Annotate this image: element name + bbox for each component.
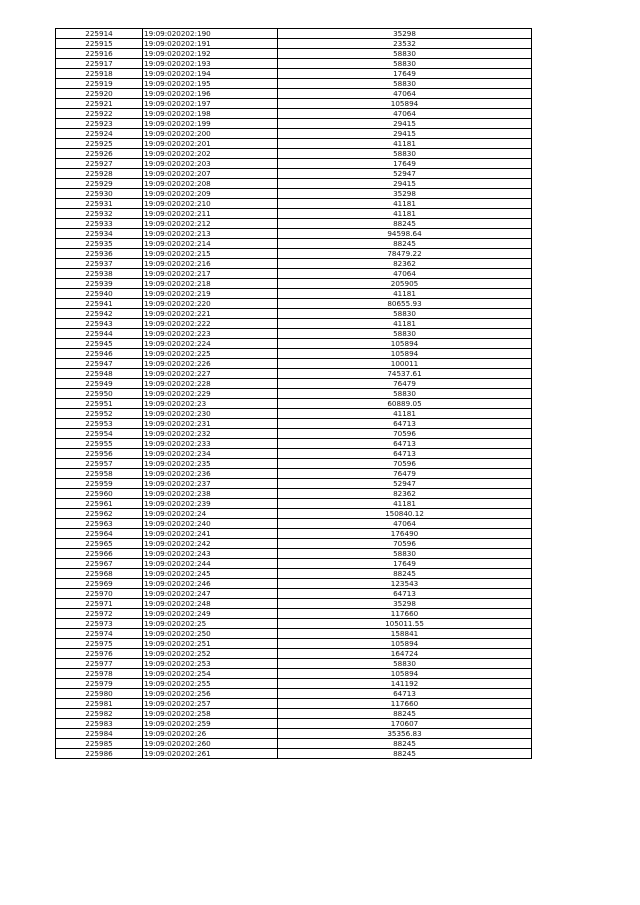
table-row: [56, 409, 532, 419]
record-id-cell: 225960: [56, 489, 143, 499]
table-row: [56, 79, 532, 89]
table-row: [56, 649, 532, 659]
cadastral-number-cell: 19:09:020202:234: [143, 449, 278, 459]
cadastral-number-cell: 19:09:020202:244: [143, 559, 278, 569]
record-id-cell: 225924: [56, 129, 143, 139]
cadastral-number-cell: 19:09:020202:221: [143, 309, 278, 319]
cadastral-number-cell: 19:09:020202:255: [143, 679, 278, 689]
table-row: [56, 679, 532, 689]
cadastral-number-cell: 19:09:020202:196: [143, 89, 278, 99]
record-id-cell: 225921: [56, 99, 143, 109]
amount-cell: 105894: [278, 339, 532, 349]
cadastral-number-cell: 19:09:020202:191: [143, 39, 278, 49]
table-row: [56, 179, 532, 189]
cadastral-number-cell: 19:09:020202:238: [143, 489, 278, 499]
cadastral-number-cell: 19:09:020202:228: [143, 379, 278, 389]
record-id-cell: 225950: [56, 389, 143, 399]
cadastral-number-cell: 19:09:020202:246: [143, 579, 278, 589]
amount-cell: 82362: [278, 489, 532, 499]
cadastral-number-cell: 19:09:020202:192: [143, 49, 278, 59]
record-id-cell: 225962: [56, 509, 143, 519]
table-row: [56, 699, 532, 709]
amount-cell: 58830: [278, 49, 532, 59]
amount-cell: 35356.83: [278, 729, 532, 739]
table-row: [56, 489, 532, 499]
amount-cell: 47064: [278, 269, 532, 279]
record-id-cell: 225933: [56, 219, 143, 229]
record-id-cell: 225932: [56, 209, 143, 219]
cadastral-number-cell: 19:09:020202:257: [143, 699, 278, 709]
cadastral-number-cell: 19:09:020202:247: [143, 589, 278, 599]
table-row: [56, 469, 532, 479]
table-row: [56, 539, 532, 549]
amount-cell: 58830: [278, 79, 532, 89]
amount-cell: 58830: [278, 59, 532, 69]
record-id-cell: 225936: [56, 249, 143, 259]
cadastral-number-cell: 19:09:020202:260: [143, 739, 278, 749]
amount-cell: 60889.05: [278, 399, 532, 409]
table-row: [56, 169, 532, 179]
record-id-cell: 225943: [56, 319, 143, 329]
record-id-cell: 225983: [56, 719, 143, 729]
amount-cell: 70596: [278, 539, 532, 549]
amount-cell: 17649: [278, 559, 532, 569]
amount-cell: 70596: [278, 429, 532, 439]
cadastral-number-cell: 19:09:020202:212: [143, 219, 278, 229]
cadastral-number-cell: 19:09:020202:200: [143, 129, 278, 139]
table-row: [56, 719, 532, 729]
record-id-cell: 225930: [56, 189, 143, 199]
cadastral-number-cell: 19:09:020202:198: [143, 109, 278, 119]
record-id-cell: 225974: [56, 629, 143, 639]
amount-cell: 35298: [278, 29, 532, 39]
amount-cell: 100011: [278, 359, 532, 369]
cadastral-number-cell: 19:09:020202:208: [143, 179, 278, 189]
amount-cell: 58830: [278, 389, 532, 399]
record-id-cell: 225926: [56, 149, 143, 159]
cadastral-number-cell: 19:09:020202:235: [143, 459, 278, 469]
amount-cell: 170607: [278, 719, 532, 729]
cadastral-number-cell: 19:09:020202:202: [143, 149, 278, 159]
record-id-cell: 225952: [56, 409, 143, 419]
cadastral-number-cell: 19:09:020202:216: [143, 259, 278, 269]
record-id-cell: 225975: [56, 639, 143, 649]
cadastral-number-cell: 19:09:020202:229: [143, 389, 278, 399]
cadastral-number-cell: 19:09:020202:219: [143, 289, 278, 299]
cadastral-number-cell: 19:09:020202:214: [143, 239, 278, 249]
cadastral-number-cell: 19:09:020202:256: [143, 689, 278, 699]
table-row: [56, 99, 532, 109]
table-row: [56, 629, 532, 639]
table-row: [56, 319, 532, 329]
amount-cell: 17649: [278, 69, 532, 79]
amount-cell: 105894: [278, 669, 532, 679]
table-row: [56, 269, 532, 279]
amount-cell: 23532: [278, 39, 532, 49]
amount-cell: 29415: [278, 119, 532, 129]
cadastral-number-cell: 19:09:020202:201: [143, 139, 278, 149]
amount-cell: 88245: [278, 709, 532, 719]
amount-cell: 58830: [278, 329, 532, 339]
table-row: [56, 749, 532, 759]
record-id-cell: 225973: [56, 619, 143, 629]
record-id-cell: 225948: [56, 369, 143, 379]
cadastral-number-cell: 19:09:020202:258: [143, 709, 278, 719]
record-id-cell: 225984: [56, 729, 143, 739]
cadastral-number-cell: 19:09:020202:245: [143, 569, 278, 579]
cadastral-number-cell: 19:09:020202:249: [143, 609, 278, 619]
record-id-cell: 225976: [56, 649, 143, 659]
table-row: [56, 89, 532, 99]
cadastral-number-cell: 19:09:020202:207: [143, 169, 278, 179]
amount-cell: 41181: [278, 139, 532, 149]
record-id-cell: 225941: [56, 299, 143, 309]
cadastral-number-cell: 19:09:020202:197: [143, 99, 278, 109]
record-id-cell: 225925: [56, 139, 143, 149]
table-row: [56, 249, 532, 259]
amount-cell: 164724: [278, 649, 532, 659]
table-body: [56, 29, 532, 759]
amount-cell: 88245: [278, 219, 532, 229]
record-id-cell: 225963: [56, 519, 143, 529]
amount-cell: 52947: [278, 169, 532, 179]
data-table: [55, 28, 532, 759]
amount-cell: 105011.55: [278, 619, 532, 629]
cadastral-number-cell: 19:09:020202:242: [143, 539, 278, 549]
amount-cell: 58830: [278, 659, 532, 669]
record-id-cell: 225981: [56, 699, 143, 709]
cadastral-number-cell: 19:09:020202:231: [143, 419, 278, 429]
amount-cell: 64713: [278, 449, 532, 459]
cadastral-number-cell: 19:09:020202:210: [143, 199, 278, 209]
amount-cell: 205905: [278, 279, 532, 289]
table-row: [56, 499, 532, 509]
table-row: [56, 109, 532, 119]
cadastral-number-cell: 19:09:020202:193: [143, 59, 278, 69]
amount-cell: 35298: [278, 189, 532, 199]
record-id-cell: 225956: [56, 449, 143, 459]
cadastral-number-cell: 19:09:020202:223: [143, 329, 278, 339]
cadastral-number-cell: 19:09:020202:240: [143, 519, 278, 529]
amount-cell: 176490: [278, 529, 532, 539]
record-id-cell: 225935: [56, 239, 143, 249]
amount-cell: 52947: [278, 479, 532, 489]
record-id-cell: 225961: [56, 499, 143, 509]
table-row: [56, 449, 532, 459]
amount-cell: 94598.64: [278, 229, 532, 239]
table-row: [56, 39, 532, 49]
amount-cell: 29415: [278, 179, 532, 189]
cadastral-number-cell: 19:09:020202:209: [143, 189, 278, 199]
table-row: [56, 69, 532, 79]
record-id-cell: 225919: [56, 79, 143, 89]
table-row: [56, 359, 532, 369]
record-id-cell: 225915: [56, 39, 143, 49]
amount-cell: 105894: [278, 349, 532, 359]
table-row: [56, 349, 532, 359]
amount-cell: 41181: [278, 409, 532, 419]
record-id-cell: 225917: [56, 59, 143, 69]
record-id-cell: 225914: [56, 29, 143, 39]
record-id-cell: 225969: [56, 579, 143, 589]
cadastral-number-cell: 19:09:020202:203: [143, 159, 278, 169]
amount-cell: 58830: [278, 309, 532, 319]
table-row: [56, 209, 532, 219]
record-id-cell: 225978: [56, 669, 143, 679]
record-id-cell: 225955: [56, 439, 143, 449]
cadastral-number-cell: 19:09:020202:218: [143, 279, 278, 289]
amount-cell: 76479: [278, 469, 532, 479]
cadastral-number-cell: 19:09:020202:225: [143, 349, 278, 359]
amount-cell: 47064: [278, 89, 532, 99]
amount-cell: 150840.12: [278, 509, 532, 519]
amount-cell: 105894: [278, 639, 532, 649]
record-id-cell: 225951: [56, 399, 143, 409]
record-id-cell: 225980: [56, 689, 143, 699]
record-id-cell: 225967: [56, 559, 143, 569]
amount-cell: 64713: [278, 419, 532, 429]
cadastral-number-cell: 19:09:020202:243: [143, 549, 278, 559]
record-id-cell: 225929: [56, 179, 143, 189]
amount-cell: 80655.93: [278, 299, 532, 309]
cadastral-number-cell: 19:09:020202:259: [143, 719, 278, 729]
table-row: [56, 289, 532, 299]
amount-cell: 47064: [278, 109, 532, 119]
record-id-cell: 225977: [56, 659, 143, 669]
cadastral-number-cell: 19:09:020202:23: [143, 399, 278, 409]
cadastral-number-cell: 19:09:020202:195: [143, 79, 278, 89]
record-id-cell: 225922: [56, 109, 143, 119]
amount-cell: 58830: [278, 149, 532, 159]
cadastral-number-cell: 19:09:020202:261: [143, 749, 278, 759]
table-row: [56, 669, 532, 679]
cadastral-number-cell: 19:09:020202:190: [143, 29, 278, 39]
amount-cell: 158841: [278, 629, 532, 639]
table-row: [56, 589, 532, 599]
table-row: [56, 529, 532, 539]
amount-cell: 29415: [278, 129, 532, 139]
record-id-cell: 225920: [56, 89, 143, 99]
cadastral-number-cell: 19:09:020202:236: [143, 469, 278, 479]
amount-cell: 76479: [278, 379, 532, 389]
table-row: [56, 519, 532, 529]
table-row: [56, 129, 532, 139]
cadastral-number-cell: 19:09:020202:250: [143, 629, 278, 639]
amount-cell: 64713: [278, 589, 532, 599]
table-row: [56, 299, 532, 309]
record-id-cell: 225979: [56, 679, 143, 689]
table-row: [56, 609, 532, 619]
record-id-cell: 225923: [56, 119, 143, 129]
amount-cell: 35298: [278, 599, 532, 609]
record-id-cell: 225964: [56, 529, 143, 539]
cadastral-number-cell: 19:09:020202:248: [143, 599, 278, 609]
amount-cell: 17649: [278, 159, 532, 169]
table-row: [56, 189, 532, 199]
cadastral-number-cell: 19:09:020202:26: [143, 729, 278, 739]
cadastral-number-cell: 19:09:020202:239: [143, 499, 278, 509]
record-id-cell: 225940: [56, 289, 143, 299]
table-row: [56, 459, 532, 469]
cadastral-number-cell: 19:09:020202:226: [143, 359, 278, 369]
record-id-cell: 225937: [56, 259, 143, 269]
record-id-cell: 225949: [56, 379, 143, 389]
amount-cell: 82362: [278, 259, 532, 269]
amount-cell: 70596: [278, 459, 532, 469]
cadastral-number-cell: 19:09:020202:230: [143, 409, 278, 419]
table-row: [56, 229, 532, 239]
record-id-cell: 225966: [56, 549, 143, 559]
table-row: [56, 239, 532, 249]
table-row: [56, 439, 532, 449]
amount-cell: 58830: [278, 549, 532, 559]
cadastral-number-cell: 19:09:020202:215: [143, 249, 278, 259]
amount-cell: 88245: [278, 569, 532, 579]
amount-cell: 41181: [278, 209, 532, 219]
record-id-cell: 225938: [56, 269, 143, 279]
record-id-cell: 225944: [56, 329, 143, 339]
cadastral-number-cell: 19:09:020202:213: [143, 229, 278, 239]
cadastral-number-cell: 19:09:020202:211: [143, 209, 278, 219]
cadastral-number-cell: 19:09:020202:241: [143, 529, 278, 539]
cadastral-number-cell: 19:09:020202:251: [143, 639, 278, 649]
amount-cell: 47064: [278, 519, 532, 529]
cadastral-number-cell: 19:09:020202:24: [143, 509, 278, 519]
table-row: [56, 379, 532, 389]
table-row: [56, 139, 532, 149]
record-id-cell: 225954: [56, 429, 143, 439]
amount-cell: 41181: [278, 319, 532, 329]
table-row: [56, 729, 532, 739]
table-row: [56, 149, 532, 159]
amount-cell: 105894: [278, 99, 532, 109]
record-id-cell: 225931: [56, 199, 143, 209]
amount-cell: 41181: [278, 289, 532, 299]
cadastral-number-cell: 19:09:020202:224: [143, 339, 278, 349]
cadastral-number-cell: 19:09:020202:220: [143, 299, 278, 309]
table-row: [56, 199, 532, 209]
record-id-cell: 225986: [56, 749, 143, 759]
cadastral-number-cell: 19:09:020202:232: [143, 429, 278, 439]
record-id-cell: 225972: [56, 609, 143, 619]
record-id-cell: 225958: [56, 469, 143, 479]
table-row: [56, 329, 532, 339]
cadastral-number-cell: 19:09:020202:25: [143, 619, 278, 629]
table-row: [56, 619, 532, 629]
record-id-cell: 225970: [56, 589, 143, 599]
table-row: [56, 709, 532, 719]
record-id-cell: 225985: [56, 739, 143, 749]
record-id-cell: 225965: [56, 539, 143, 549]
cadastral-number-cell: 19:09:020202:222: [143, 319, 278, 329]
record-id-cell: 225947: [56, 359, 143, 369]
table-row: [56, 599, 532, 609]
record-id-cell: 225934: [56, 229, 143, 239]
table-row: [56, 479, 532, 489]
record-id-cell: 225942: [56, 309, 143, 319]
record-id-cell: 225971: [56, 599, 143, 609]
table-row: [56, 309, 532, 319]
record-id-cell: 225959: [56, 479, 143, 489]
amount-cell: 64713: [278, 439, 532, 449]
table-row: [56, 399, 532, 409]
table-row: [56, 219, 532, 229]
amount-cell: 141192: [278, 679, 532, 689]
amount-cell: 88245: [278, 739, 532, 749]
amount-cell: 41181: [278, 199, 532, 209]
table-row: [56, 369, 532, 379]
record-id-cell: 225916: [56, 49, 143, 59]
table-row: [56, 429, 532, 439]
cadastral-number-cell: 19:09:020202:252: [143, 649, 278, 659]
cadastral-number-cell: 19:09:020202:254: [143, 669, 278, 679]
table-row: [56, 119, 532, 129]
table-row: [56, 419, 532, 429]
amount-cell: 117660: [278, 609, 532, 619]
record-id-cell: 225928: [56, 169, 143, 179]
table-row: [56, 549, 532, 559]
table-row: [56, 659, 532, 669]
amount-cell: 74537.61: [278, 369, 532, 379]
table-row: [56, 389, 532, 399]
table-row: [56, 339, 532, 349]
table-row: [56, 259, 532, 269]
record-id-cell: 225946: [56, 349, 143, 359]
record-id-cell: 225953: [56, 419, 143, 429]
table-row: [56, 279, 532, 289]
table-row: [56, 579, 532, 589]
cadastral-number-cell: 19:09:020202:253: [143, 659, 278, 669]
amount-cell: 123543: [278, 579, 532, 589]
cadastral-number-cell: 19:09:020202:237: [143, 479, 278, 489]
amount-cell: 88245: [278, 749, 532, 759]
record-id-cell: 225982: [56, 709, 143, 719]
table-row: [56, 159, 532, 169]
amount-cell: 117660: [278, 699, 532, 709]
amount-cell: 78479.22: [278, 249, 532, 259]
record-id-cell: 225927: [56, 159, 143, 169]
amount-cell: 64713: [278, 689, 532, 699]
record-id-cell: 225918: [56, 69, 143, 79]
table-row: [56, 569, 532, 579]
cadastral-number-cell: 19:09:020202:217: [143, 269, 278, 279]
table-row: [56, 49, 532, 59]
table-row: [56, 29, 532, 39]
cadastral-number-cell: 19:09:020202:233: [143, 439, 278, 449]
cadastral-number-cell: 19:09:020202:194: [143, 69, 278, 79]
record-id-cell: 225957: [56, 459, 143, 469]
table-row: [56, 689, 532, 699]
table-row: [56, 639, 532, 649]
amount-cell: 41181: [278, 499, 532, 509]
record-id-cell: 225968: [56, 569, 143, 579]
table-row: [56, 559, 532, 569]
table-row: [56, 509, 532, 519]
record-id-cell: 225939: [56, 279, 143, 289]
cadastral-number-cell: 19:09:020202:199: [143, 119, 278, 129]
table-row: [56, 59, 532, 69]
table-row: [56, 739, 532, 749]
cadastral-number-cell: 19:09:020202:227: [143, 369, 278, 379]
amount-cell: 88245: [278, 239, 532, 249]
record-id-cell: 225945: [56, 339, 143, 349]
